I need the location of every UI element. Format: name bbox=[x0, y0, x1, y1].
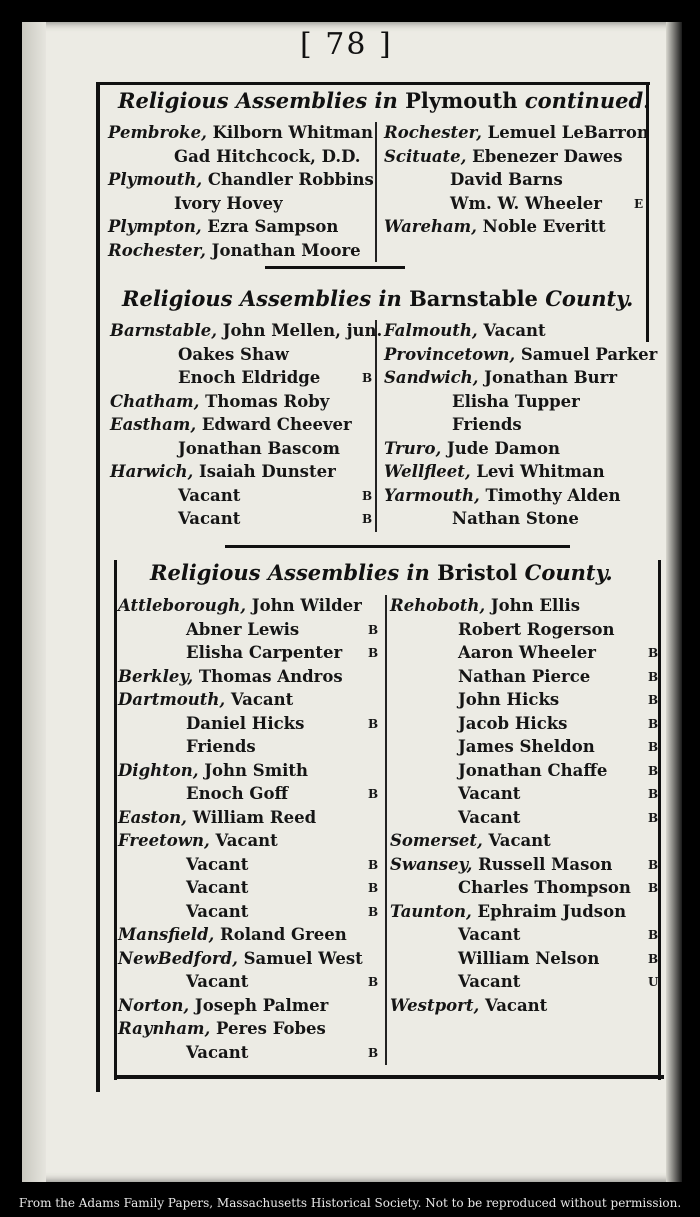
minister-name: Edward Cheever bbox=[201, 415, 352, 434]
minister-name: Joseph Palmer bbox=[194, 995, 329, 1015]
town-name: Swansey, bbox=[390, 854, 479, 874]
list-item bbox=[390, 901, 626, 923]
list-item bbox=[458, 948, 599, 970]
minister-name: Jonathan Bascom bbox=[178, 438, 340, 458]
minister-name: John Wilder bbox=[251, 596, 362, 615]
minister-name: Vacant bbox=[488, 831, 551, 850]
denomination-mark: B bbox=[368, 1045, 379, 1060]
column-divider bbox=[385, 595, 387, 1065]
town-name: Truro, bbox=[384, 438, 447, 458]
minister-name: Oakes Shaw bbox=[178, 344, 289, 364]
town-name: Barnstable, bbox=[110, 321, 223, 340]
list-item bbox=[178, 485, 240, 507]
page-spine-shadow bbox=[22, 22, 46, 1182]
list-item bbox=[118, 760, 308, 782]
list-item bbox=[186, 877, 248, 899]
minister-name: Kilborn Whitman bbox=[212, 123, 373, 142]
minister-name: Vacant bbox=[186, 972, 249, 991]
list-item bbox=[186, 619, 299, 641]
list-item bbox=[458, 924, 520, 946]
list-item bbox=[118, 948, 363, 970]
list-item bbox=[186, 713, 304, 735]
list-item bbox=[384, 146, 623, 168]
section-rule bbox=[225, 545, 570, 548]
minister-name: Vacant bbox=[458, 972, 521, 991]
town-name: Mansfield, bbox=[118, 925, 221, 944]
minister-name: Nathan Stone bbox=[452, 509, 579, 528]
list-item bbox=[118, 1018, 326, 1040]
town-name: Attleborough, bbox=[118, 596, 252, 615]
list-item bbox=[384, 320, 546, 342]
minister-name: Samuel Parker bbox=[520, 344, 658, 364]
section-heading bbox=[122, 286, 633, 311]
list-item bbox=[186, 854, 248, 876]
minister-name: Vacant bbox=[230, 690, 294, 709]
minister-name: Charles Thompson bbox=[458, 878, 631, 897]
town-name: Pembroke, bbox=[108, 123, 213, 142]
town-name: Norton, bbox=[118, 995, 195, 1015]
denomination-mark: B bbox=[368, 787, 379, 801]
list-item bbox=[110, 461, 336, 483]
town-name: Wellfleet, bbox=[384, 462, 477, 481]
list-item bbox=[118, 924, 347, 946]
list-item bbox=[178, 508, 240, 530]
denomination-mark: B bbox=[362, 488, 373, 503]
minister-name: Vacant bbox=[186, 854, 249, 874]
town-name: Scituate, bbox=[384, 146, 473, 166]
list-item bbox=[178, 438, 340, 460]
denomination-mark: B bbox=[368, 716, 379, 731]
heading-county: Barnstable bbox=[409, 286, 546, 311]
minister-name: Ebenezer Dawes bbox=[472, 146, 623, 166]
town-name: Yarmouth, bbox=[384, 485, 486, 505]
town-name: Rochester, bbox=[108, 240, 212, 260]
minister-name: Jonathan Chaffe bbox=[458, 760, 608, 780]
denomination-mark: B bbox=[648, 857, 659, 872]
town-name: NewBedford, bbox=[118, 948, 244, 968]
denomination-mark: B bbox=[368, 646, 379, 660]
list-item bbox=[458, 760, 607, 782]
minister-name: Jacob Hicks bbox=[458, 713, 568, 733]
denomination-mark: E bbox=[634, 196, 644, 211]
minister-name: Robert Rogerson bbox=[458, 619, 615, 639]
denomination-mark: U bbox=[648, 975, 659, 989]
page-number: [ 78 ] bbox=[300, 27, 393, 62]
list-item bbox=[110, 320, 382, 342]
minister-name: Vacant bbox=[458, 784, 521, 803]
list-item bbox=[452, 391, 580, 413]
minister-name: Isaiah Dunster bbox=[198, 462, 336, 481]
column-divider bbox=[375, 122, 377, 262]
list-item bbox=[186, 971, 248, 993]
list-item bbox=[110, 414, 352, 436]
list-item bbox=[384, 344, 657, 366]
town-name: Easton, bbox=[118, 807, 193, 827]
denomination-mark: B bbox=[648, 693, 659, 707]
minister-name: Thomas Andros bbox=[198, 666, 343, 686]
minister-name: John Ellis bbox=[490, 596, 581, 615]
minister-name: Daniel Hicks bbox=[186, 713, 305, 733]
heading-prefix: Religious Assemblies in bbox=[118, 88, 406, 113]
town-name: Dartmouth, bbox=[118, 690, 231, 709]
page-edge-shadow bbox=[666, 22, 682, 1182]
town-name: Sandwich, bbox=[384, 368, 485, 387]
minister-name: Vacant bbox=[178, 509, 241, 528]
denomination-mark: B bbox=[368, 857, 379, 872]
heading-prefix: Religious Assemblies in bbox=[150, 560, 438, 585]
list-item bbox=[108, 122, 373, 144]
minister-name: Friends bbox=[186, 737, 256, 756]
section-heading bbox=[150, 560, 613, 585]
footer-credit: From the Adams Family Papers, Massachusetts Historical Society. Not to be reproduced without permission. bbox=[18, 1196, 682, 1210]
minister-name: Jonathan Moore bbox=[211, 240, 361, 260]
minister-name: Roland Green bbox=[220, 925, 347, 944]
minister-name: Aaron Wheeler bbox=[458, 643, 596, 662]
denomination-mark: B bbox=[648, 928, 659, 942]
list-item bbox=[458, 689, 559, 711]
denomination-mark: B bbox=[648, 810, 659, 825]
minister-name: Timothy Alden bbox=[485, 485, 621, 505]
minister-name: John Mellen, jun. bbox=[222, 321, 383, 340]
list-item bbox=[384, 461, 605, 483]
column-divider bbox=[375, 320, 377, 532]
minister-name: John Smith bbox=[204, 760, 309, 780]
denomination-mark: B bbox=[648, 740, 659, 754]
minister-name: Enoch Eldridge bbox=[178, 368, 321, 387]
minister-name: Vacant bbox=[178, 485, 241, 505]
town-name: Somerset, bbox=[390, 831, 489, 850]
list-item bbox=[186, 1042, 248, 1064]
list-item bbox=[186, 736, 256, 758]
list-item bbox=[458, 807, 520, 829]
list-item bbox=[178, 367, 320, 389]
denomination-mark: B bbox=[648, 669, 659, 684]
list-item bbox=[390, 995, 547, 1017]
minister-name: Jonathan Burr bbox=[484, 368, 618, 387]
minister-name: Vacant bbox=[186, 901, 249, 921]
town-name: Eastham, bbox=[110, 415, 202, 434]
minister-name: Chandler Robbins bbox=[207, 170, 374, 189]
list-item bbox=[174, 146, 361, 168]
minister-name: Abner Lewis bbox=[186, 619, 300, 639]
list-item bbox=[458, 713, 567, 735]
minister-name: Lemuel LeBarron bbox=[487, 123, 649, 142]
list-item bbox=[450, 169, 563, 191]
minister-name: Noble Everitt bbox=[482, 217, 606, 236]
town-name: Berkley, bbox=[118, 666, 199, 686]
list-item bbox=[384, 216, 606, 238]
denomination-mark: B bbox=[648, 787, 659, 801]
minister-name: Vacant bbox=[186, 878, 249, 897]
heading-prefix: Religious Assemblies in bbox=[122, 286, 410, 311]
denomination-mark: B bbox=[368, 622, 379, 637]
minister-name: Elisha Tupper bbox=[452, 391, 580, 411]
denomination-mark: B bbox=[648, 646, 659, 660]
list-item bbox=[384, 122, 649, 144]
minister-name: Friends bbox=[452, 415, 522, 434]
minister-name: William Nelson bbox=[458, 948, 600, 968]
minister-name: Ezra Sampson bbox=[207, 217, 339, 236]
list-item bbox=[390, 830, 551, 852]
denomination-mark: B bbox=[648, 763, 659, 778]
town-name: Plymouth, bbox=[108, 170, 208, 189]
list-item bbox=[458, 971, 520, 993]
frame-bottom-rule bbox=[114, 1075, 664, 1079]
frame-left-rule bbox=[96, 82, 100, 1092]
town-name: Plympton, bbox=[108, 217, 208, 236]
list-item bbox=[384, 485, 621, 507]
town-name: Rehoboth, bbox=[390, 596, 491, 615]
section-heading bbox=[118, 88, 650, 113]
heading-suffix: County. bbox=[524, 560, 613, 585]
minister-name: John Hicks bbox=[458, 690, 560, 709]
list-item bbox=[108, 216, 338, 238]
list-item bbox=[458, 736, 595, 758]
heading-county: Plymouth bbox=[405, 88, 525, 113]
minister-name: James Sheldon bbox=[458, 737, 595, 756]
town-name: Harwich, bbox=[110, 462, 199, 481]
minister-name: Vacant bbox=[215, 831, 278, 850]
list-item bbox=[390, 595, 580, 617]
list-item bbox=[452, 414, 522, 436]
denomination-mark: B bbox=[368, 904, 379, 919]
town-name: Rochester, bbox=[384, 123, 488, 142]
minister-name: Ephraim Judson bbox=[477, 901, 627, 921]
list-item bbox=[118, 689, 293, 711]
list-item bbox=[108, 169, 374, 191]
minister-name: Vacant bbox=[484, 995, 548, 1015]
list-item bbox=[384, 367, 617, 389]
list-item bbox=[452, 508, 579, 530]
heading-county: Bristol bbox=[437, 560, 525, 585]
minister-name: Russell Mason bbox=[478, 854, 613, 874]
minister-name: Ivory Hovey bbox=[174, 193, 283, 213]
minister-name: Vacant bbox=[458, 807, 521, 827]
minister-name: David Barns bbox=[450, 170, 563, 189]
minister-name: Levi Whitman bbox=[476, 462, 605, 481]
list-item bbox=[110, 391, 329, 413]
minister-name: Enoch Goff bbox=[186, 784, 289, 803]
minister-name: Nathan Pierce bbox=[458, 666, 591, 686]
frame-top-rule bbox=[96, 82, 650, 85]
list-item bbox=[458, 877, 631, 899]
minister-name: Vacant bbox=[186, 1042, 249, 1062]
list-item bbox=[384, 438, 560, 460]
minister-name: Samuel West bbox=[243, 948, 363, 968]
town-name: Falmouth, bbox=[384, 321, 484, 340]
list-item bbox=[118, 595, 362, 617]
minister-name: Thomas Roby bbox=[205, 391, 330, 411]
list-item bbox=[108, 240, 361, 262]
town-name: Chatham, bbox=[110, 391, 206, 411]
minister-name: Peres Fobes bbox=[216, 1019, 326, 1038]
list-item bbox=[178, 344, 289, 366]
list-item bbox=[458, 666, 590, 688]
town-name: Dighton, bbox=[118, 760, 205, 780]
town-name: Provincetown, bbox=[384, 344, 521, 364]
list-item bbox=[390, 854, 612, 876]
list-item bbox=[118, 830, 278, 852]
denomination-mark: B bbox=[648, 951, 659, 966]
frame-right-rule bbox=[646, 82, 649, 342]
list-item bbox=[458, 783, 520, 805]
frame-right-rule-lower bbox=[658, 560, 661, 1080]
denomination-mark: B bbox=[648, 881, 659, 895]
list-item bbox=[450, 193, 602, 215]
frame-left-rule-lower bbox=[114, 560, 117, 1080]
minister-name: Gad Hitchcock, D.D. bbox=[174, 146, 361, 166]
list-item bbox=[458, 619, 615, 641]
denomination-mark: B bbox=[362, 512, 373, 526]
section-rule bbox=[265, 266, 405, 269]
minister-name: Vacant bbox=[458, 925, 521, 944]
list-item bbox=[118, 666, 343, 688]
list-item bbox=[174, 193, 283, 215]
denomination-mark: B bbox=[362, 371, 373, 385]
town-name: Freetown, bbox=[118, 831, 216, 850]
minister-name: Elisha Carpenter bbox=[186, 643, 343, 662]
town-name: Westport, bbox=[390, 995, 485, 1015]
list-item bbox=[186, 901, 248, 923]
minister-name: Vacant bbox=[483, 321, 546, 340]
list-item bbox=[186, 642, 342, 664]
town-name: Raynham, bbox=[118, 1019, 217, 1038]
denomination-mark: B bbox=[648, 716, 659, 731]
town-name: Wareham, bbox=[384, 217, 483, 236]
minister-name: Wm. W. Wheeler bbox=[450, 193, 602, 213]
minister-name: William Reed bbox=[192, 807, 317, 827]
heading-suffix: County. bbox=[545, 286, 634, 311]
list-item bbox=[458, 642, 596, 664]
list-item bbox=[186, 783, 288, 805]
heading-suffix: continued. bbox=[524, 88, 651, 113]
list-item bbox=[118, 807, 316, 829]
town-name: Taunton, bbox=[390, 901, 478, 921]
minister-name: Jude Damon bbox=[446, 438, 561, 458]
list-item bbox=[118, 995, 328, 1017]
denomination-mark: B bbox=[368, 881, 379, 895]
denomination-mark: B bbox=[368, 975, 379, 989]
